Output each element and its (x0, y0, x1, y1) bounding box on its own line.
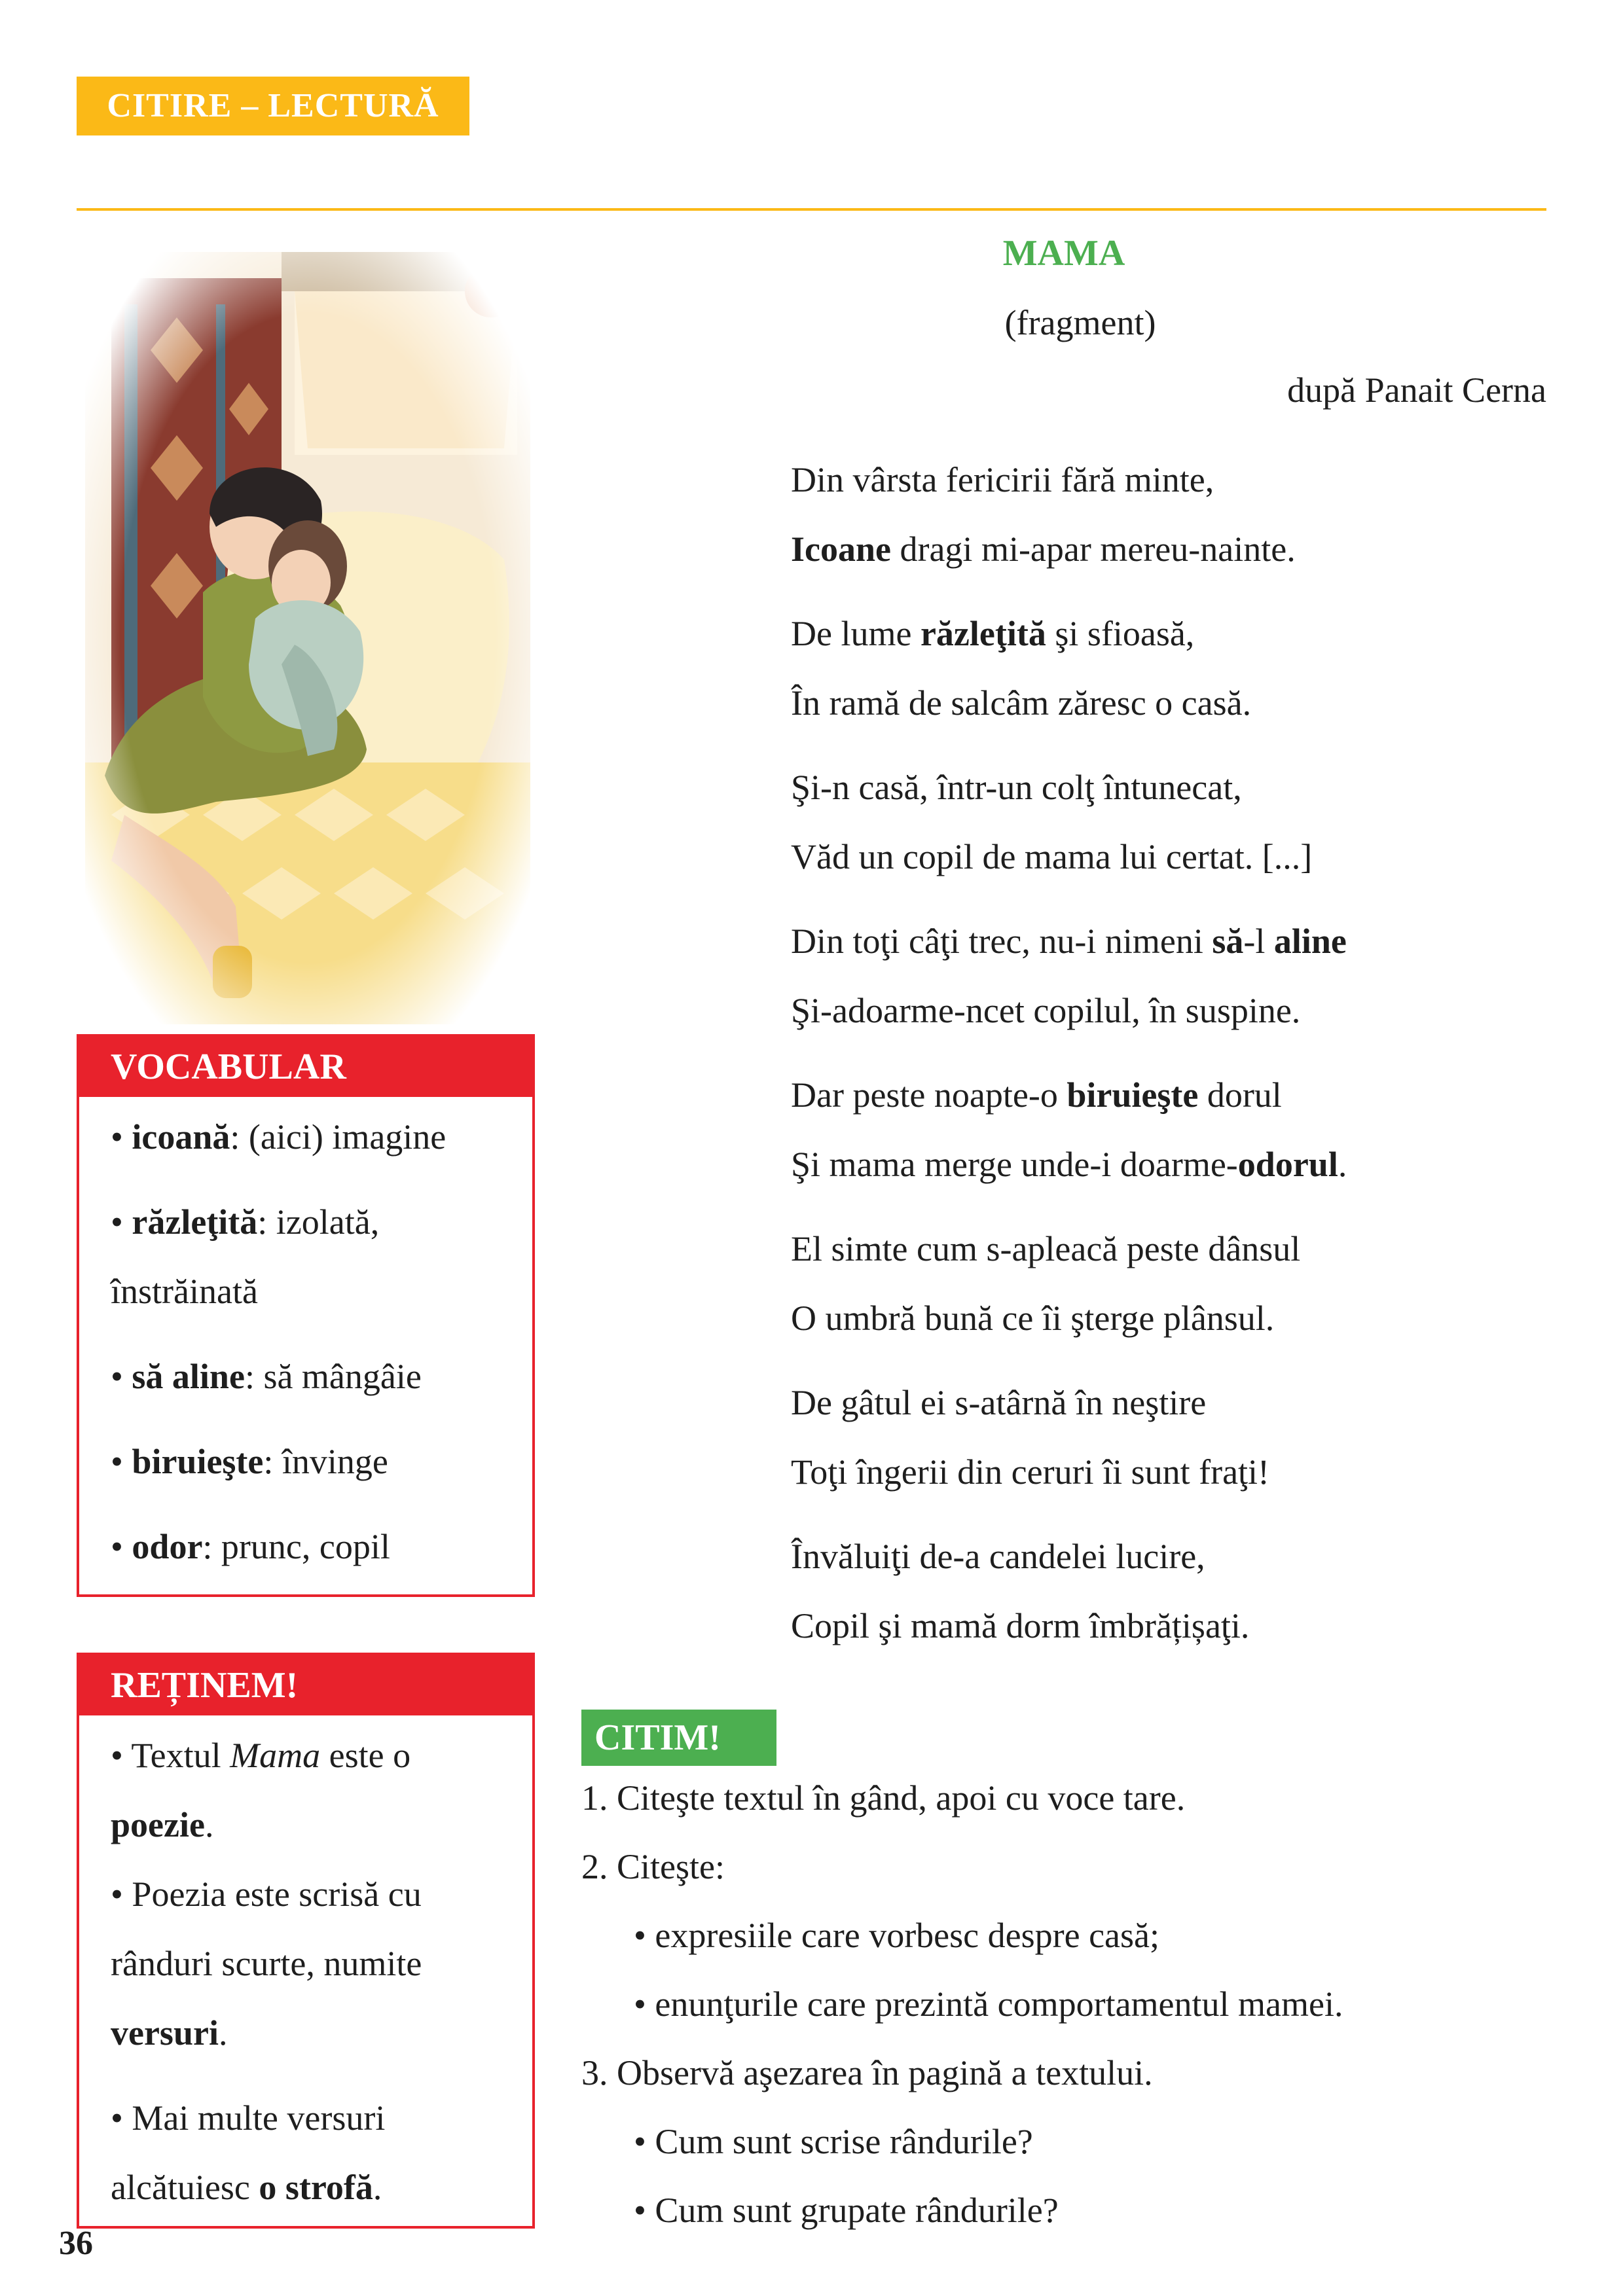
verse: Toţi îngerii din ceruri îi sunt fraţi! (791, 1452, 1270, 1492)
strophe (791, 1368, 1544, 1507)
vocabulary-item: • biruieşte: învinge (111, 1442, 388, 1481)
verse: El simte cum s-apleacă peste dânsul (791, 1229, 1301, 1268)
retinem-line: alcătuiesc o strofă. (111, 2168, 382, 2207)
question: 1. Citeşte textul în gând, apoi cu voce tare. (581, 1778, 1186, 1818)
vocabulary-list (79, 1097, 532, 1581)
strophe (791, 1522, 1544, 1660)
retinem-body (79, 1715, 532, 2222)
retinem-line: • Textul Mama este o (111, 1736, 411, 1775)
strophe (791, 599, 1544, 738)
retinem-title: REȚINEM! (79, 1655, 532, 1715)
retinem-box (77, 1653, 535, 2229)
poem-subtitle: (fragment) (1004, 303, 1156, 342)
verse: O umbră bună ce îi şterge plânsul. (791, 1299, 1275, 1338)
verse: Copil şi mamă dorm îmbrățișaţi. (791, 1606, 1250, 1645)
citim-questions (581, 1764, 1544, 2245)
retinem-line: • Mai multe versuri (111, 2098, 386, 2138)
header-rule (77, 208, 1546, 211)
strophe (791, 445, 1544, 584)
verse: De lume răzleţită şi sfioasă, (791, 614, 1195, 653)
retinem-line: rânduri scurte, numite (111, 1944, 422, 1983)
verse: De gâtul ei s-atârnă în neştire (791, 1383, 1207, 1422)
verse: Din vârsta fericirii fără minte, (791, 460, 1214, 499)
mother-child-illustration (85, 252, 530, 1024)
poem-title: MAMA (1002, 233, 1125, 274)
strophe (791, 753, 1544, 891)
poem-author: după Panait Cerna (1287, 370, 1546, 410)
section-tag: CITIRE – LECTURĂ (77, 77, 469, 135)
strophe (791, 1060, 1544, 1199)
poem-body (791, 445, 1544, 1676)
vocabulary-item: • icoană: (aici) imagine (111, 1117, 447, 1157)
verse: Văd un copil de mama lui certat. [...] (791, 837, 1313, 876)
strophe (791, 1214, 1544, 1353)
vocabulary-title: VOCABULAR (79, 1037, 532, 1097)
vocabulary-item: • răzleţită: izolată, (111, 1202, 380, 1242)
question-subitem: • expresiile care vorbesc despre casă; (634, 1916, 1159, 1955)
verse: În ramă de salcâm zăresc o casă. (791, 683, 1252, 723)
question: 3. Observă aşezarea în pagină a textului. (581, 2053, 1153, 2092)
vocabulary-item: • odor: prunc, copil (111, 1527, 390, 1566)
retinem-line: versuri. (111, 2013, 228, 2053)
question-subitem: • enunţurile care prezintă comportamentul mamei. (634, 1984, 1343, 2024)
question-subitem: • Cum sunt scrise rândurile? (634, 2122, 1033, 2161)
verse: Şi-n casă, într-un colţ întunecat, (791, 768, 1242, 807)
verse: Din toţi câţi trec, nu-i nimeni să-l aline (791, 922, 1347, 961)
strophe (791, 906, 1544, 1045)
vocabulary-item: • să aline: să mângâie (111, 1357, 422, 1396)
verse: Şi mama merge unde-i doarme-odorul. (791, 1145, 1347, 1184)
verse: Icoane dragi mi-apar mereu-nainte. (791, 529, 1296, 569)
verse: Şi-adoarme-ncet copilul, în suspine. (791, 991, 1301, 1030)
retinem-line: • Poezia este scrisă cu (111, 1874, 422, 1914)
citim-tag: CITIM! (581, 1710, 776, 1766)
verse: Învăluiţi de-a candelei lucire, (791, 1537, 1205, 1576)
question-subitem: • Cum sunt grupate rândurile? (634, 2191, 1059, 2230)
vocabulary-box (77, 1034, 535, 1597)
page-number: 36 (59, 2225, 93, 2262)
retinem-line: poezie. (111, 1805, 214, 1844)
question: 2. Citeşte: (581, 1847, 725, 1886)
verse: Dar peste noapte-o biruieşte dorul (791, 1075, 1282, 1115)
vocabulary-item-cont: înstrăinată (111, 1272, 258, 1311)
